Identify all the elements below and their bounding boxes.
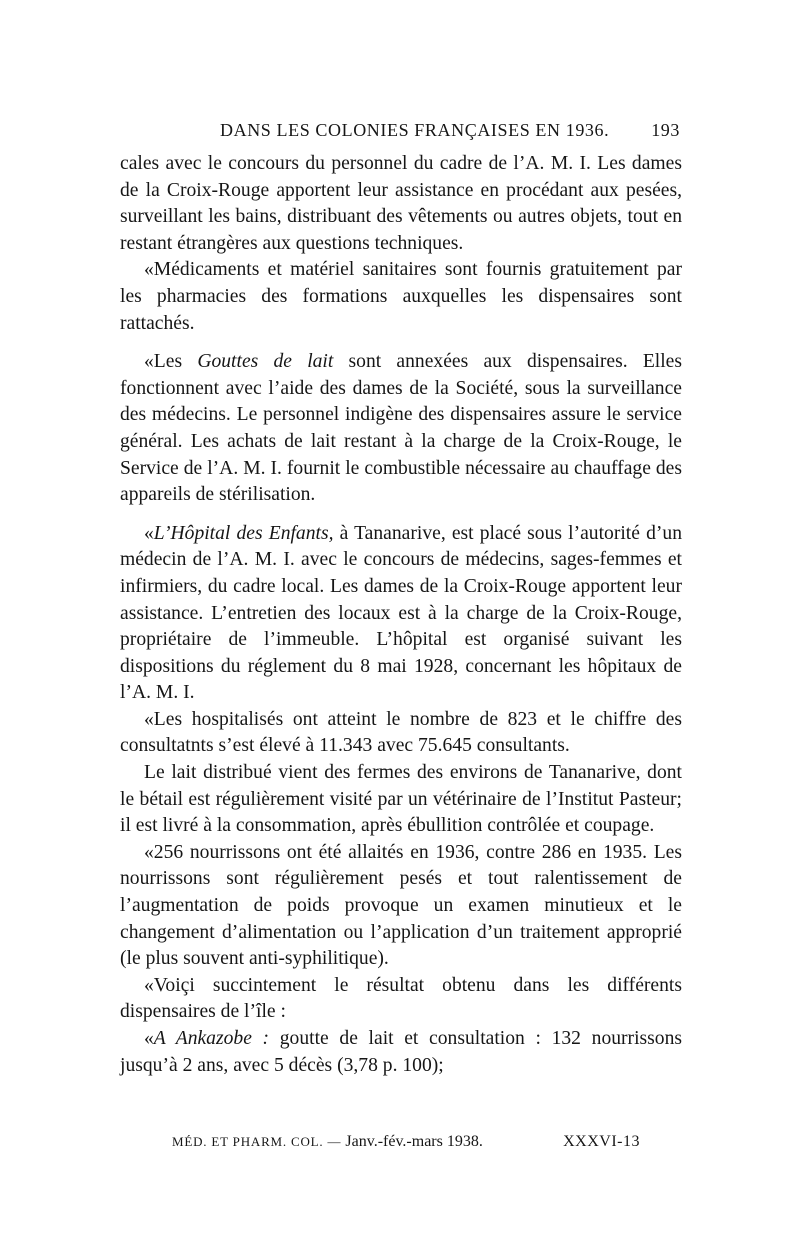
footer-citation [172, 1133, 483, 1151]
paragraph: «Les hospitalisés ont atteint le nombre de 823 et le chiffre des consultatnts s’est élevé à 11.343 avec 75.645 consultants. [120, 708, 682, 757]
paragraph [120, 1026, 682, 1079]
quote-open: « [144, 522, 154, 544]
page-footer [120, 1133, 680, 1157]
issue-date: Janv.-fév.-mars 1938. [345, 1133, 483, 1150]
quote-open: «Les [144, 351, 198, 373]
paragraph-text: sont annexées aux dispensaires. Elles fonctionnent avec l’aide des dames de la Société, sous la surveillance des médecins. Le personnel indigène des dispensaires assure le service général. Les achats de lait restant à la charge de la Croix-Rouge, le Service de l’A. M. I. fournit le combustible nécessaire au chauffage des appareils de stérilisation. [120, 351, 683, 506]
footer-separator: — [327, 1134, 342, 1149]
paragraph: Le lait distribué vient des fermes des environs de Tananarive, dont le bétail est régulièrement visité par un vétérinaire de l’Institut Pasteur; il est livré à la consommation, après ébullition contrôlée et coupage. [120, 762, 682, 837]
journal-name: MÉD. ET PHARM. COL. [172, 1134, 324, 1149]
paragraph: «256 nourrissons ont été allaités en 1936, contre 286 en 1935. Les nourrissons sont régulièrement pesés et tout ralentissement de l’augmentation de poids provoque un examen minutieux et le changement d’alimentation ou l’application d’un traitement approprié (le plus souvent anti-syphilitique). [120, 841, 682, 970]
italic-term: Gouttes de lait [197, 351, 334, 373]
quote-open: « [144, 1028, 154, 1049]
paragraph: «Médicaments et matériel sanitaires sont fournis gratuitement par les pharmacies des formations auxquelles les dispensaires sont rattachés. [120, 259, 682, 334]
paragraph: cales avec le concours du personnel du cadre de l’A. M. I. Les dames de la Croix-Rouge apportent leur assistance en procédant aux pesées, surveillant les bains, distribuant des vêtements ou autres objets, tout en restant étrangères aux questions techniques. [120, 153, 682, 254]
body-text [120, 151, 682, 1079]
paragraph [120, 521, 682, 707]
italic-term: L’Hôpital des Enfants, [153, 522, 334, 544]
paragraph [120, 349, 682, 509]
running-header [120, 120, 680, 146]
italic-term: A Ankazobe : [153, 1028, 270, 1049]
running-title: DANS LES COLONIES FRANÇAISES EN 1936. [220, 120, 610, 140]
paragraph-text: à Tananarive, est placé sous l’autorité d’un médecin de l’A. M. I. avec le concours de médecins, sages-femmes et infirmiers, du cadre local. Les dames de la Croix-Rouge apportent leur assistance. L’entretien des locaux est à la charge de la Croix-Rouge, propriétaire de l’immeuble. L’hôpital est organisé suivant les dispositions du réglement du 8 mai 1928, concernant les hôpitaux de l’A. M. I. [120, 522, 682, 704]
paragraph-text: goutte de lait et consultation : 132 nourrissons jusqu’à 2 ans, avec 5 décès (3,78 p. 100); [120, 1028, 682, 1076]
paragraph: «Voiçi succintement le résultat obtenu dans les différents dispensaires de l’île : [120, 974, 682, 1023]
signature-mark: XXXVI-13 [563, 1133, 640, 1150]
page-number: 193 [651, 120, 680, 140]
